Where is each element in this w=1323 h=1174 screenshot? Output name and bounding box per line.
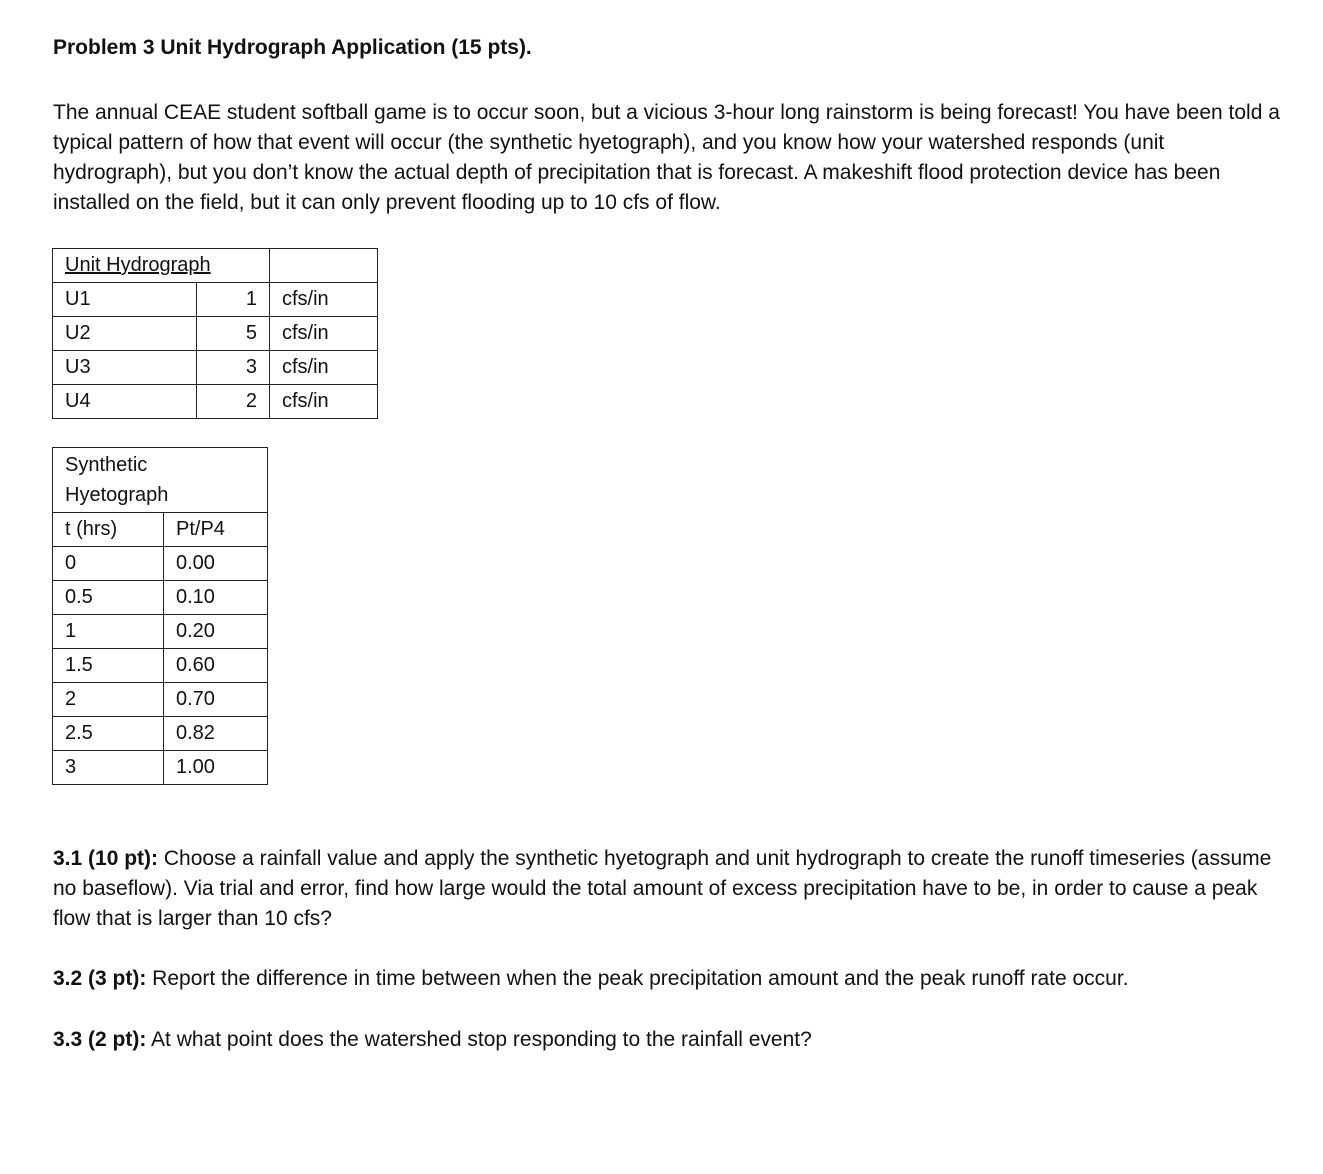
unit-hydrograph-row [53, 283, 378, 317]
question-3-2 [53, 964, 1283, 994]
hyetograph-row [53, 649, 268, 683]
hyetograph-header-row [53, 448, 268, 513]
uh-label: U2 [53, 317, 197, 351]
hyetograph-row [53, 751, 268, 785]
uh-value: 3 [197, 351, 270, 385]
hyetograph-time: 1.5 [53, 649, 164, 683]
question-text: Choose a rainfall value and apply the synthetic hyetograph and unit hydrograph to create the runoff timeseries (assume no baseflow). Via trial and error, find how large would the total amount of excess precipitation have to be, in order to cause a peak flow that is larger than 10 cfs? [53, 847, 1272, 930]
hyetograph-row [53, 683, 268, 717]
hyetograph-ratio: 1.00 [164, 751, 268, 785]
hyetograph-row [53, 717, 268, 751]
uh-value: 2 [197, 385, 270, 419]
unit-hydrograph-row [53, 351, 378, 385]
question-label: 3.3 (2 pt): [53, 1028, 147, 1051]
uh-value: 1 [197, 283, 270, 317]
hyetograph-time: 2.5 [53, 717, 164, 751]
hyetograph-time: 2 [53, 683, 164, 717]
hyetograph-ratio: 0.00 [164, 547, 268, 581]
hyetograph-col-ratio: Pt/P4 [164, 513, 268, 547]
unit-hydrograph-header-row [53, 249, 378, 283]
question-3-3 [53, 1025, 1283, 1055]
synthetic-hyetograph-table [52, 447, 268, 785]
unit-hydrograph-row [53, 385, 378, 419]
hyetograph-time: 0.5 [53, 581, 164, 615]
uh-unit: cfs/in [270, 283, 378, 317]
uh-unit: cfs/in [270, 351, 378, 385]
problem-intro: The annual CEAE student softball game is to occur soon, but a vicious 3-hour long rainstorm is being forecast! You have been told a typical pattern of how that event will occur (the synthetic hyetograph), and you know how your watershed responds (unit hydrograph), but you don’t know the actual depth of precipitation that is forecast. A makeshift flood protection device has been installed on the field, but it can only prevent flooding up to 10 cfs of flow. [53, 101, 1280, 214]
question-text: At what point does the watershed stop responding to the rainfall event? [146, 1028, 812, 1051]
hyetograph-time: 3 [53, 751, 164, 785]
uh-label: U1 [53, 283, 197, 317]
hyetograph-row [53, 581, 268, 615]
question-3-1 [53, 844, 1283, 934]
hyetograph-ratio: 0.10 [164, 581, 268, 615]
uh-label: U3 [53, 351, 197, 385]
hyetograph-row [53, 547, 268, 581]
hyetograph-column-header-row [53, 513, 268, 547]
uh-value: 5 [197, 317, 270, 351]
unit-hydrograph-title: Unit Hydrograph [65, 254, 211, 276]
problem-title: Problem 3 Unit Hydrograph Application (15 pts). [53, 36, 532, 59]
hyetograph-time: 1 [53, 615, 164, 649]
hyetograph-ratio: 0.82 [164, 717, 268, 751]
uh-unit: cfs/in [270, 317, 378, 351]
hyetograph-row [53, 615, 268, 649]
question-text: Report the difference in time between when the peak precipitation amount and the peak runoff rate occur. [146, 967, 1129, 990]
hyetograph-title: Synthetic Hyetograph [53, 448, 268, 513]
unit-hydrograph-row [53, 317, 378, 351]
hyetograph-ratio: 0.20 [164, 615, 268, 649]
uh-label: U4 [53, 385, 197, 419]
question-label: 3.2 (3 pt): [53, 967, 147, 990]
unit-hydrograph-table [52, 248, 378, 419]
hyetograph-time: 0 [53, 547, 164, 581]
unit-hydrograph-header-empty [270, 249, 378, 283]
hyetograph-col-time: t (hrs) [53, 513, 164, 547]
question-label: 3.1 (10 pt): [53, 847, 159, 870]
unit-hydrograph-header [53, 249, 270, 283]
uh-unit: cfs/in [270, 385, 378, 419]
hyetograph-ratio: 0.70 [164, 683, 268, 717]
hyetograph-ratio: 0.60 [164, 649, 268, 683]
